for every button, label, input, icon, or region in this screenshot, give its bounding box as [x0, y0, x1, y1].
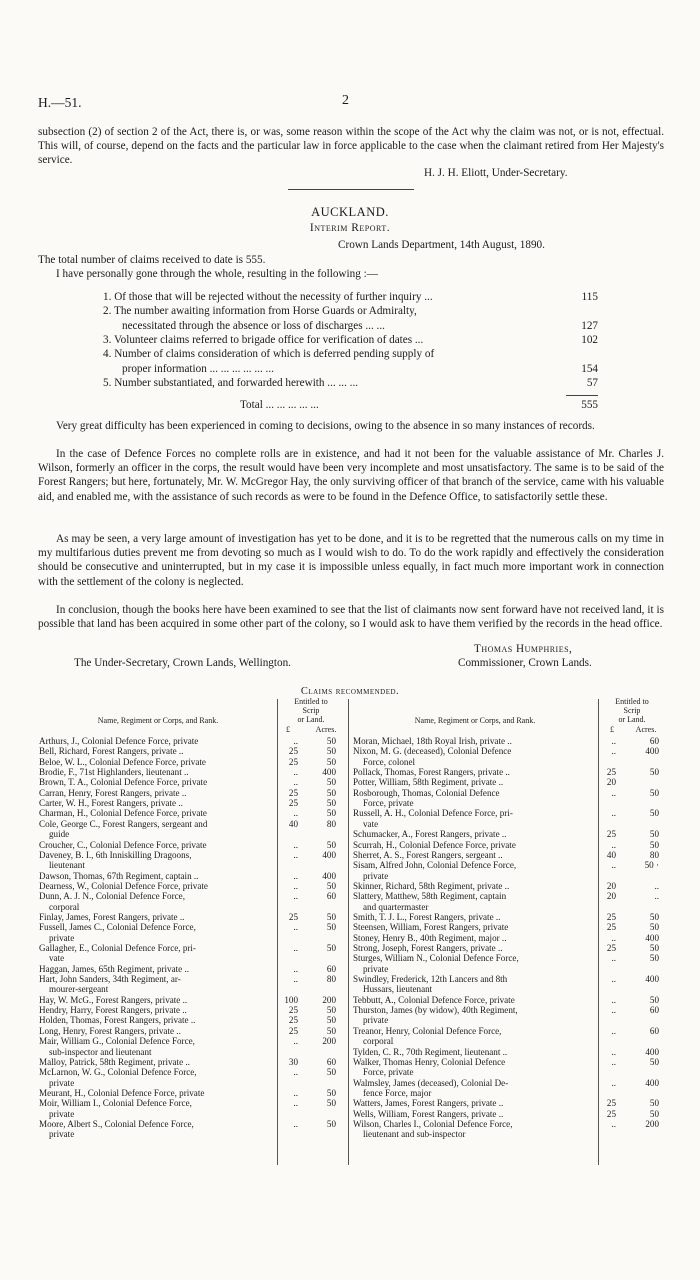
left-claim-name-9: Cole, George C., Forest Rangers, sergeant and [39, 818, 208, 829]
right-claim-acres-19: 50 [649, 994, 659, 1005]
right-claim-scrip-15: .. [611, 932, 616, 943]
right-claim-name-27-cont: lieutenant and sub-inspector [363, 1129, 466, 1140]
left-claim-scrip-23: 25 [288, 1025, 298, 1036]
left-claim-acres-12: 400 [322, 870, 336, 881]
left-claim-acres-14: 60 [326, 891, 336, 902]
right-name-column-header: Name, Regiment or Corps, and Rank. [414, 716, 536, 725]
right-claim-acres-2: 400 [645, 746, 659, 757]
left-claim-acres-25: 60 [326, 1056, 336, 1067]
left-claim-name-19-cont: mourer-sergeant [49, 984, 109, 995]
left-claim-scrip-21: 25 [288, 1005, 298, 1016]
left-claim-name-7: Carter, W. H., Forest Rangers, private .. [39, 798, 183, 809]
right-claim-name-21: Treanor, Henry, Colonial Defence Force, [353, 1025, 502, 1036]
dateline: Crown Lands Department, 14th August, 1890. [338, 239, 545, 251]
left-claim-scrip-4: .. [293, 767, 298, 778]
right-claim-scrip-25: 25 [606, 1098, 616, 1109]
signatory-name: Thomas Humphries, [474, 643, 573, 655]
summary-item-3-text: 3. Volunteer claims referred to brigade office for verification of dates ... [103, 334, 424, 346]
left-claim-acres-15: 50 [326, 911, 336, 922]
left-claim-scrip-24: .. [293, 1036, 298, 1047]
right-claim-scrip-6: .. [611, 808, 616, 819]
left-claim-scrip-8: .. [293, 808, 298, 819]
right-claim-acres-18: 400 [645, 974, 659, 985]
left-claim-acres-16: 50 [326, 922, 336, 933]
signatory-title: Commissioner, Crown Lands. [458, 657, 592, 669]
lead-line: I have personally gone through the whole, resulting in the following :— [56, 268, 378, 280]
left-claim-scrip-26: .. [293, 1067, 298, 1078]
right-claim-acres-26: 50 [649, 1108, 659, 1119]
summary-item-1-text: 1. Of those that will be rejected without the necessity of further inquiry ... [103, 291, 433, 303]
left-claim-name-3: Beloe, W. L., Colonial Defence Force, private [39, 756, 206, 767]
left-claim-acres-19: 80 [326, 974, 336, 985]
right-claim-scrip-3: 25 [606, 767, 616, 778]
left-claim-name-28-cont: private [49, 1108, 75, 1119]
left-claim-acres-2: 50 [326, 746, 336, 757]
summary-item-2-text: 2. The number awaiting information from Horse Guards or Admiralty, [103, 305, 417, 318]
summary-item-4-text: 4. Number of claims consideration of which is deferred pending supply of [103, 348, 435, 361]
left-claim-acres-22: 50 [326, 1015, 336, 1026]
right-claim-scrip-21: .. [611, 1025, 616, 1036]
left-claim-name-17-cont: vate [49, 953, 65, 964]
right-claim-acres-11: .. [654, 880, 659, 891]
right-claim-acres-25: 50 [649, 1098, 659, 1109]
left-claim-name-22: Holden, Thomas, Forest Rangers, private .. [39, 1015, 196, 1026]
left-claim-acres-1: 50 [326, 736, 336, 746]
right-claim-scrip-17: .. [611, 953, 616, 964]
right-claim-scrip-10: .. [611, 860, 616, 871]
left-claim-scrip-13: .. [293, 880, 298, 891]
right-claim-acres-9: 80 [649, 849, 659, 860]
right-claim-name-7: Schumacker, A., Forest Rangers, private .. [353, 829, 507, 840]
left-claim-name-14-cont: corporal [49, 901, 80, 912]
right-claim-acres-22: 400 [645, 1046, 659, 1057]
summary-item-5-text: 5. Number substantiated, and forwarded herewith ... ... ... [103, 377, 359, 389]
left-claim-scrip-1: .. [293, 736, 298, 746]
right-pound-unit: £ [610, 725, 614, 734]
right-claim-scrip-11: 20 [606, 880, 616, 891]
center-column-divider [348, 699, 349, 1165]
right-claim-acres-17: 50 [649, 953, 659, 964]
right-claim-name-22: Tylden, C. R., 70th Regiment, lieutenant .. [353, 1046, 508, 1057]
right-claim-name-2: Nixon, M. G. (deceased), Colonial Defence [353, 746, 512, 757]
right-claim-acres-6: 50 [649, 808, 659, 819]
left-claim-scrip-17: .. [293, 943, 298, 953]
left-claim-scrip-7: 25 [288, 798, 298, 809]
left-claim-scrip-14: .. [293, 891, 298, 902]
right-claim-name-5-cont: Force, private [363, 798, 414, 809]
right-claim-scrip-26: 25 [606, 1108, 616, 1119]
right-claim-name-23: Walker, Thomas Henry, Colonial Defence [353, 1056, 506, 1067]
left-claim-acres-27: 50 [326, 1087, 336, 1098]
right-claim-name-16: Strong, Joseph, Forest Rangers, private .. [353, 943, 503, 953]
left-claim-acres-17: 50 [326, 943, 336, 953]
left-claim-acres-3: 50 [326, 756, 336, 767]
right-claim-scrip-13: 25 [606, 911, 616, 922]
right-acres-unit: Acres. [635, 725, 657, 734]
left-name-column-header: Name, Regiment or Corps, and Rank. [97, 716, 219, 725]
left-pound-unit: £ [286, 725, 290, 734]
right-claim-acres-5: 50 [649, 787, 659, 798]
right-claim-scrip-7: 25 [606, 829, 616, 840]
right-claim-scrip-12: 20 [606, 891, 616, 902]
right-claim-scrip-18: .. [611, 974, 616, 985]
right-claim-acres-27: 200 [645, 1118, 659, 1129]
right-claim-name-15: Stoney, Henry B., 40th Regiment, major .. [353, 932, 507, 943]
left-claim-scrip-9: 40 [288, 818, 298, 829]
left-column-divider [277, 699, 278, 1165]
right-claim-name-18: Swindley, Frederick, 12th Lancers and 8th [353, 974, 508, 985]
left-claim-name-29-cont: private [49, 1129, 75, 1140]
left-claim-name-29: Moore, Albert S., Colonial Defence Force, [39, 1118, 194, 1129]
left-entitled-header: Entitled to Scrip or Land. [294, 697, 328, 724]
right-claim-scrip-16: 25 [606, 943, 616, 953]
right-claim-name-14: Steensen, William, Forest Rangers, private [353, 922, 509, 933]
left-claim-name-18: Haggan, James, 65th Regiment, private .. [39, 963, 190, 974]
left-claim-name-24-cont: sub-inspector and lieutenant [49, 1046, 152, 1057]
left-claim-name-28: Moir, William I., Colonial Defence Force, [39, 1098, 192, 1109]
right-claim-name-20-cont: private [363, 1015, 389, 1026]
right-claim-acres-23: 50 [649, 1056, 659, 1067]
right-claim-name-8: Scurrah, H., Colonial Defence Force, private [353, 839, 516, 850]
right-claim-acres-13: 50 [649, 911, 659, 922]
left-claim-name-4: Brodie, F., 71st Highlanders, lieutenant .. [39, 767, 189, 778]
auckland-title: AUCKLAND. [311, 205, 389, 219]
left-claim-name-23: Long, Henry, Forest Rangers, private .. [39, 1025, 181, 1036]
right-claim-scrip-8: .. [611, 839, 616, 850]
body-paragraph-3: As may be seen, a very large amount of investigation has yet to be done, and it is to be regretted that the numerous calls on my time in my multifarious duties prevent me from devoting so much as I would wish to do. To do the work rapidly and effectively the consideration should be consecutive and uninterrupted, but in my case it is impossible unless equally, in fact much more important work in connection with the settlement of the colony is neglected. [38, 533, 664, 588]
left-claim-name-26-cont: private [49, 1077, 75, 1088]
right-claim-name-20: Thurston, James (by widow), 40th Regiment, [353, 1005, 518, 1016]
right-claim-name-17-cont: private [363, 963, 389, 974]
right-claim-scrip-2: .. [611, 746, 616, 757]
right-claim-acres-15: 400 [645, 932, 659, 943]
left-claim-name-5: Brown, T. A., Colonial Defence Force, private [39, 777, 208, 788]
right-claim-acres-16: 50 [649, 943, 659, 953]
left-claim-scrip-6: 25 [288, 787, 298, 798]
right-claim-acres-12: .. [654, 891, 659, 902]
summary-item-4-continuation: proper information ... ... ... ... ... ... [122, 362, 274, 375]
left-claim-scrip-10: .. [293, 839, 298, 850]
right-claim-scrip-27: .. [611, 1118, 616, 1129]
left-claim-name-24: Mair, William G., Colonial Defence Force, [39, 1036, 195, 1047]
left-claim-scrip-29: .. [293, 1118, 298, 1129]
total-label: Total ... ... ... ... ... [240, 399, 319, 411]
right-claim-scrip-14: 25 [606, 922, 616, 933]
left-claim-name-19: Hart, John Sanders, 34th Regiment, ar- [39, 974, 181, 985]
left-claim-acres-26: 50 [326, 1067, 336, 1078]
interim-report-subtitle: Interim Report. [309, 222, 391, 234]
left-claim-name-21: Hendry, Harry, Forest Rangers, private .. [39, 1005, 187, 1016]
left-claim-scrip-18: .. [293, 963, 298, 974]
left-claim-name-15: Finlay, James, Forest Rangers, private .. [39, 911, 185, 922]
right-claim-name-26: Wells, William, Forest Rangers, private .. [353, 1108, 504, 1119]
left-claim-name-6: Carran, Henry, Forest Rangers, private .. [39, 787, 187, 798]
right-claim-name-12: Slattery, Matthew, 58th Regiment, captain [353, 891, 507, 902]
summary-item-3-value: 102 [581, 334, 598, 346]
right-claim-scrip-4: 20 [606, 777, 616, 788]
left-claim-name-16: Fussell, James C., Colonial Defence Force, [39, 922, 196, 933]
left-claim-scrip-27: .. [293, 1087, 298, 1098]
left-claim-name-8: Charman, H., Colonial Defence Force, private [39, 808, 207, 819]
right-claim-name-25: Watters, James, Forest Rangers, private .. [353, 1098, 504, 1109]
left-claim-scrip-15: 25 [288, 911, 298, 922]
left-claim-scrip-11: .. [293, 849, 298, 860]
right-entitled-header: Entitled to Scrip or Land. [615, 697, 649, 724]
summary-item-2-value: 127 [581, 319, 598, 332]
left-claim-acres-9: 80 [326, 818, 336, 829]
right-claim-name-10: Sisam, Alfred John, Colonial Defence Force, [353, 860, 517, 871]
left-claim-acres-5: 50 [326, 777, 336, 788]
left-claim-acres-6: 50 [326, 787, 336, 798]
left-claim-name-17: Gallagher, E., Colonial Defence Force, pri- [39, 943, 196, 953]
right-claim-name-4: Potter, William, 58th Regiment, private .. [353, 777, 504, 788]
left-claim-scrip-5: .. [293, 777, 298, 788]
left-acres-unit: Acres. [315, 725, 337, 734]
right-claim-acres-8: 50 [649, 839, 659, 850]
left-claim-acres-11: 400 [322, 849, 336, 860]
right-claim-acres-1: 60 [649, 736, 659, 746]
body-paragraph-4: In conclusion, though the books here have been examined to see that the list of claimants now sent forward have not received land, it is possible that land has been acquired in some other part of the colony, so I would ask to have them verified by the records in the head office. [38, 604, 664, 631]
right-claim-scrip-24: .. [611, 1077, 616, 1088]
left-claim-acres-13: 50 [326, 880, 336, 891]
right-claim-scrip-9: 40 [606, 849, 616, 860]
left-claim-acres-23: 50 [326, 1025, 336, 1036]
right-claim-name-10-cont: private [363, 870, 389, 881]
right-claim-name-2-cont: Force, colonel [363, 756, 416, 767]
right-claim-acres-14: 50 [649, 922, 659, 933]
right-claim-name-6-cont: vate [363, 818, 379, 829]
page-number: 2 [342, 93, 349, 108]
left-claim-name-1: Arthurs, J., Colonial Defence Force, private [39, 736, 199, 746]
right-claim-name-6: Russell, A. H., Colonial Defence Force, pri- [353, 808, 513, 819]
right-claim-acres-21: 60 [649, 1025, 659, 1036]
right-claim-scrip-23: .. [611, 1056, 616, 1067]
left-claim-scrip-22: 25 [288, 1015, 298, 1026]
left-claim-name-9-cont: guide [49, 829, 70, 840]
right-claim-acres-7: 50 [649, 829, 659, 840]
left-claim-name-10: Croucher, C., Colonial Defence Force, private [39, 839, 207, 850]
left-claim-acres-24: 200 [322, 1036, 336, 1047]
right-claim-name-12-cont: and quartermaster [363, 901, 429, 912]
left-claim-acres-29: 50 [326, 1118, 336, 1129]
left-claim-scrip-2: 25 [288, 746, 298, 757]
opening-line: The total number of claims received to date is 555. [38, 254, 266, 266]
left-claim-scrip-16: .. [293, 922, 298, 933]
left-claim-scrip-3: 25 [288, 756, 298, 767]
right-claim-name-21-cont: corporal [363, 1036, 394, 1047]
right-claim-name-9: Sherret, A. S., Forest Rangers, sergeant .. [353, 849, 503, 860]
left-claim-scrip-28: .. [293, 1098, 298, 1109]
right-claim-name-23-cont: Force, private [363, 1067, 414, 1078]
left-claim-name-20: Hay, W. McG., Forest Rangers, private .. [39, 994, 188, 1005]
left-claim-name-26: McLarnon, W. G., Colonial Defence Force, [39, 1067, 197, 1078]
right-claim-acres-20: 60 [649, 1005, 659, 1016]
left-claim-name-11-cont: lieutenant [49, 860, 85, 871]
eliott-signature: H. J. H. Eliott, Under-Secretary. [424, 167, 568, 179]
left-claim-name-14: Dunn, A. J. N., Colonial Defence Force, [39, 891, 185, 902]
left-claim-acres-8: 50 [326, 808, 336, 819]
right-claim-name-24-cont: fence Force, major [363, 1087, 432, 1098]
left-claim-acres-18: 60 [326, 963, 336, 974]
left-claim-scrip-25: 30 [288, 1056, 298, 1067]
summary-item-4-value: 154 [581, 362, 598, 375]
left-claim-name-11: Daveney, B. I., 6th Inniskilling Dragoons, [39, 849, 192, 860]
right-claim-scrip-20: .. [611, 1005, 616, 1016]
document-reference: H.—51. [38, 95, 82, 110]
left-claim-acres-21: 50 [326, 1005, 336, 1016]
summary-item-1-value: 115 [581, 291, 598, 303]
left-claim-scrip-20: 100 [284, 994, 298, 1005]
claims-table-title: Claims recommended. [300, 686, 400, 697]
left-claim-scrip-19: .. [293, 974, 298, 985]
right-claim-scrip-5: .. [611, 787, 616, 798]
right-claim-name-13: Smith, T. J. L., Forest Rangers, private .. [353, 911, 501, 922]
right-claim-name-1: Moran, Michael, 18th Royal Irish, private .. [353, 736, 512, 746]
right-claim-acres-24: 400 [645, 1077, 659, 1088]
body-paragraph-2: In the case of Defence Forces no complete rolls are in existence, and had it not been for the valuable assistance of Mr. Charles J. Wilson, formerly an officer in the corps, the result would have been very incomplete and most unsatisfactory. The same is to be said of the Forest Rangers; but here, fortunately, Mr. W. McGregor Hay, the only surviving officer of that branch of the service, came with his valuable aid, and enabled me, with the assistance of such records as were to be found in the Defence Office, to satisfactorily settle these. [38, 448, 664, 503]
left-claim-acres-4: 400 [322, 767, 336, 778]
total-rule [566, 395, 598, 396]
right-claim-name-17: Sturges, William N., Colonial Defence Force, [353, 953, 519, 964]
addressee: The Under-Secretary, Crown Lands, Wellington. [74, 657, 291, 669]
left-claim-acres-28: 50 [326, 1098, 336, 1109]
right-claim-scrip-19: .. [611, 994, 616, 1005]
right-claim-name-19: Tebbutt, A., Colonial Defence Force, private [353, 994, 515, 1005]
summary-item-2-continuation: necessitated through the absence or loss of discharges ... ... [122, 319, 385, 332]
right-claim-name-3: Pollack, Thomas, Forest Rangers, private .. [353, 767, 510, 778]
right-claim-scrip-1: .. [611, 736, 616, 746]
right-claim-name-24: Walmsley, James (deceased), Colonial De- [353, 1077, 509, 1088]
left-claim-scrip-12: .. [293, 870, 298, 881]
left-claim-acres-10: 50 [326, 839, 336, 850]
body-paragraph-1: Very great difficulty has been experienced in coming to decisions, owing to the absence in so many instances of records. [56, 420, 595, 432]
left-claim-name-12: Dawson, Thomas, 67th Regiment, captain .. [39, 870, 199, 881]
section-divider [288, 189, 414, 190]
right-claim-name-5: Rosborough, Thomas, Colonial Defence [353, 787, 500, 798]
left-claim-name-27: Meurant, H., Colonial Defence Force, private [39, 1087, 205, 1098]
summary-item-5-value: 57 [586, 377, 598, 389]
left-claim-acres-7: 50 [326, 798, 336, 809]
right-claim-acres-3: 50 [649, 767, 659, 778]
left-claim-name-2: Bell, Richard, Forest Rangers, private .. [39, 746, 184, 757]
right-claim-name-18-cont: Hussars, lieutenant [363, 984, 433, 995]
right-claim-acres-10: 50 · [644, 860, 659, 871]
total-value: 555 [581, 399, 598, 411]
right-claim-name-11: Skinner, Richard, 58th Regiment, private .. [353, 880, 510, 891]
left-claim-name-16-cont: private [49, 932, 75, 943]
left-claim-acres-20: 200 [322, 994, 336, 1005]
left-claim-name-13: Dearness, W., Colonial Defence Force, private [39, 880, 208, 891]
left-claim-name-25: Malloy, Patrick, 58th Regiment, private .. [39, 1056, 190, 1067]
right-claim-name-27: Wilson, Charles I., Colonial Defence Force, [353, 1118, 513, 1129]
right-claim-scrip-22: .. [611, 1046, 616, 1057]
intro-paragraph: subsection (2) of section 2 of the Act, there is, or was, some reason within the scope of the Act why the claim was not, or is not, effectual. This will, of course, depend on the facts and the particular law in force applicable to the case when the claimant retired from Her Majesty's service. [38, 126, 664, 167]
